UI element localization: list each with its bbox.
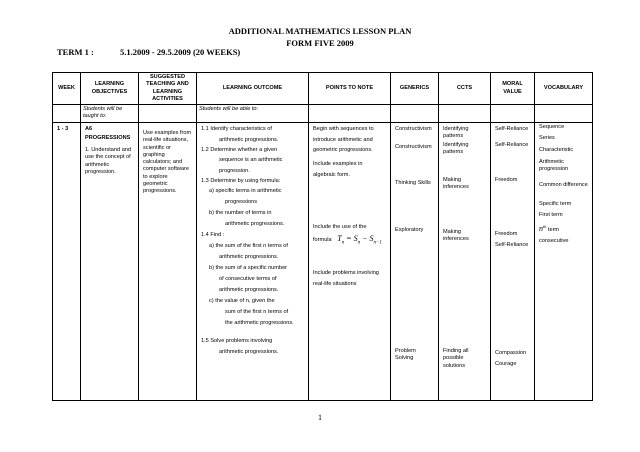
vocab-item: Arithmetic progression (539, 159, 569, 173)
outcome-line: 1.3 Determine by using formula: (201, 178, 281, 185)
objective-title: PROGRESSIONS (85, 135, 131, 142)
moral-item: Courage (495, 361, 517, 368)
moral-item: Freedom (495, 177, 518, 184)
moral-item: Self-Reliance (495, 142, 529, 149)
lesson-plan-table (52, 72, 593, 401)
points-line: Include problems involving (313, 270, 379, 277)
vocab-item: Sequence (539, 124, 565, 131)
ccts-item: Finding all possible solutions (443, 348, 469, 369)
outcome-line: 1.1 Identify characteristics of (201, 126, 272, 133)
moral-item: Compassion (495, 350, 527, 357)
term-dates: 5.1.2009 - 29.5.2009 (20 WEEKS) (120, 47, 241, 57)
points-line: geometric progressions. (313, 147, 373, 154)
outcome-line: arithmetic progressions. (219, 349, 279, 356)
formula-line (313, 234, 387, 247)
outcome-line: arithmetic progressions. (219, 254, 279, 261)
moral-item: Self-Reliance (495, 242, 529, 249)
sub-objectives: Students will be taught to: (81, 105, 139, 123)
page-number: 1 (318, 413, 322, 422)
outcome-line: b) the sum of a specific number (209, 265, 288, 272)
generic-item: Thinking Skills (395, 180, 431, 187)
ccts-item: Making inferences (443, 177, 469, 191)
outcome-line: of consecutive terms of (219, 276, 277, 283)
generic-item: Constructivism (395, 126, 432, 133)
vocab-item-nth-term: $n^{th}$ term (539, 224, 560, 234)
outcome-line: arithmetic progressions. (225, 221, 285, 228)
generic-item: Constructivism (395, 144, 432, 151)
outcome-line: 1.5 Solve problems involving (201, 338, 273, 345)
points-line: Begin with sequences to (313, 126, 374, 133)
col-objectives: LEARNING OBJECTIVES (81, 73, 139, 105)
points-line: Include examples in (313, 161, 363, 168)
outcome-line: a) specific terms in arithmetic (209, 188, 282, 195)
generic-item: Exploratory (395, 227, 424, 234)
term-label: TERM 1 : (57, 47, 94, 57)
outcome-line: 1.2 Determine whether a given (201, 147, 278, 154)
outcome-line: arithmetic progressions. (219, 287, 279, 294)
vocab-item: First term (539, 212, 563, 219)
vocab-item: Common difference (539, 182, 588, 189)
outcome-line: c) the value of n, given the (209, 298, 275, 305)
vocab-item: Characteristic (539, 147, 574, 154)
outcome-line: progressions (225, 199, 258, 206)
col-vocab: VOCABULARY (535, 73, 593, 105)
col-activities: SUGGESTED TEACHING AND LEARNING ACTIVITIES (139, 73, 197, 105)
generic-item: Problem Solving (395, 348, 416, 362)
sub-outcome: Students will be able to: (197, 105, 309, 123)
outcome-line: sequence is an arithmetic (219, 157, 283, 164)
ccts-item: Identifying patterns (443, 126, 469, 140)
points-line: introduce arithmetic and (313, 137, 373, 144)
outcome-line: a) the sum of the first n terms of (209, 243, 288, 250)
outcome-line: the arithmetic progressions. (225, 320, 294, 327)
formula: $T_n = S_n - S_{n-1}$ (337, 234, 382, 246)
col-generics: GENERICS (391, 73, 439, 105)
activities-text: Use examples from real-life situations, scientific or graphing calculators; and computer software to explore geometric progressions. (143, 130, 192, 195)
outcome-line: sum of the first n terms of (225, 309, 289, 316)
document-title: ADDITIONAL MATHEMATICS LESSON PLAN (228, 26, 412, 36)
vocab-item: consecutive (539, 238, 569, 245)
subheader-row (53, 105, 593, 123)
week-value: 1 - 3 (57, 126, 69, 133)
table-row (53, 123, 593, 401)
col-outcome: LEARNING OUTCOME (197, 73, 309, 105)
outcome-line: b) the number of terms in (209, 210, 272, 217)
moral-item: Freedom (495, 231, 518, 238)
document-subtitle: FORM FIVE 2009 (286, 38, 354, 48)
objective-text: 1. Understand and use the concept of arithmetic progression. (85, 147, 132, 175)
col-week: WEEK (53, 73, 81, 105)
points-line: algebraic form. (313, 172, 350, 179)
ccts-item: Making inferences (443, 229, 469, 243)
col-points: POINTS TO NOTE (309, 73, 391, 105)
vocab-item: Specific term (539, 201, 572, 208)
outcome-line: progression. (219, 168, 250, 175)
outcome-line: arithmetic progressions. (219, 137, 279, 144)
table-header-row (53, 73, 593, 105)
formula-label: formula (313, 237, 332, 244)
points-line: Include the use of the (313, 224, 367, 231)
objective-code: A6 (85, 126, 93, 133)
vocab-item: Series (539, 135, 555, 142)
points-line: real-life situations (313, 281, 357, 288)
ccts-item: Identifying patterns (443, 142, 469, 156)
col-ccts: CCTS (439, 73, 491, 105)
col-moral: MORAL VALUE (491, 73, 535, 105)
moral-item: Self-Reliance (495, 126, 529, 133)
outcome-line: 1.4 Find : (201, 232, 225, 239)
